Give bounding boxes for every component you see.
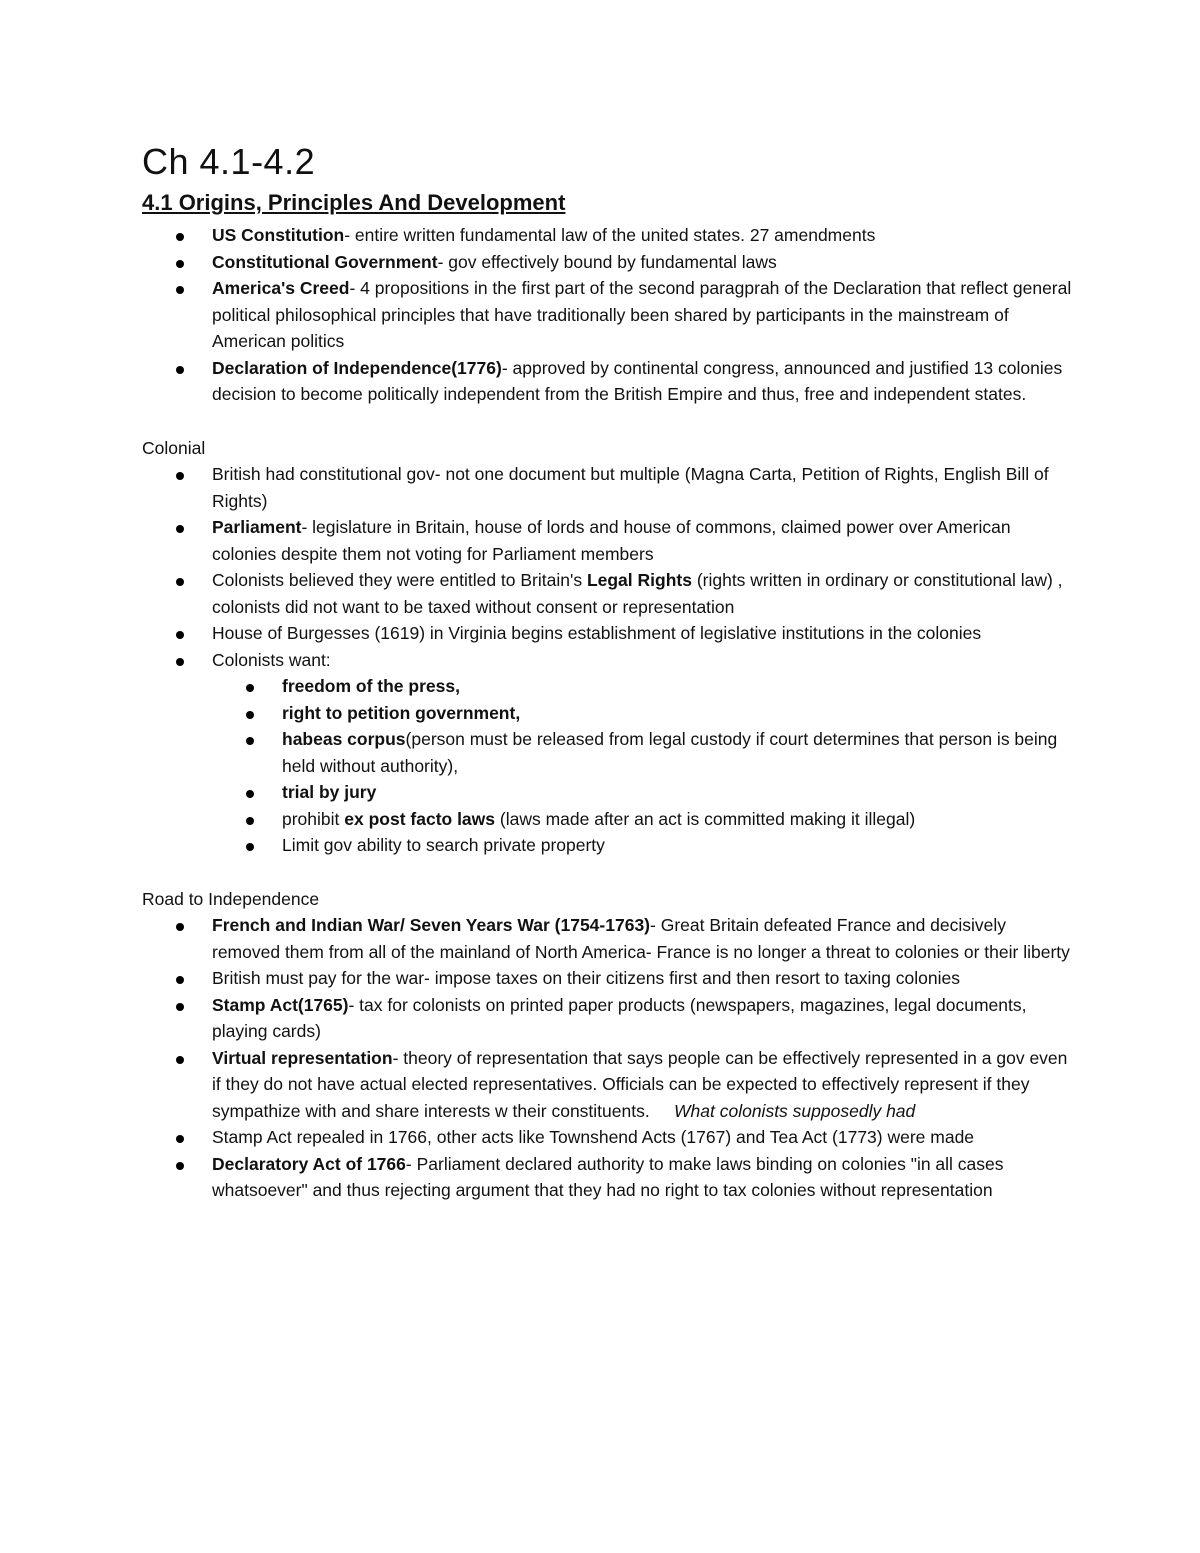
item-text: Limit gov ability to search private property: [282, 835, 605, 855]
list-item: [142, 222, 1072, 249]
item-text: (rights written in ordinary or constitutional law) , colonists did not want to be taxed without consent or representation: [212, 570, 1068, 617]
list-item: [142, 1151, 1072, 1204]
term: Virtual representation: [212, 1047, 393, 1068]
sub-list-item: [142, 673, 1072, 700]
bullet-icon: [176, 578, 184, 586]
list-item: [142, 514, 1072, 567]
term: French and Indian War/ Seven Years War (1754-1763): [212, 915, 651, 935]
sub-list-item: [142, 726, 1072, 779]
bullet-icon: [176, 1003, 184, 1011]
sub-list-item: [142, 806, 1072, 833]
item-text: - tax for colonists on printed paper products (newspapers, magazines, legal documents, playing cards): [212, 994, 1032, 1041]
item-text: British must pay for the war- impose taxes on their citizens first and then resort to taxing colonies: [212, 968, 960, 988]
section-heading-4-1: 4.1 Origins, Principles And Development: [142, 190, 566, 215]
bullet-icon: [176, 525, 184, 533]
item-text: - Parliament declared authority to make laws binding on colonies "in all cases whatsoever" and thus rejecting argument that they had no right to tax colonies without representation: [212, 1153, 1009, 1200]
list-item: [142, 249, 1072, 276]
item-text: - legislature in Britain, house of lords and house of commons, claimed power over American colonies despite them not voting for Parliament members: [212, 517, 1016, 564]
list-item: [142, 567, 1072, 620]
bullet-icon: [176, 1162, 184, 1170]
list-item: [142, 461, 1072, 514]
list-item: [142, 1124, 1072, 1151]
sub-list-item: [142, 779, 1072, 806]
list-item: [142, 275, 1077, 355]
bullet-icon: [176, 472, 184, 480]
page-title: Ch 4.1-4.2: [142, 141, 316, 182]
document-content: [142, 138, 1077, 1204]
bullet-icon: [176, 260, 184, 268]
term: Parliament: [212, 517, 302, 537]
list-item: [142, 912, 1072, 965]
bullet-icon: [246, 737, 254, 745]
bullet-icon: [246, 790, 254, 798]
term: America's Creed: [212, 278, 350, 298]
term: Declaratory Act of 1766: [212, 1153, 406, 1174]
term: trial by jury: [282, 782, 377, 802]
bullet-icon: [246, 843, 254, 851]
bullet-icon: [246, 711, 254, 719]
item-text: - 4 propositions in the first part of the second paragprah of the Declaration that reflect general political philosophical principles that have traditionally been shared by participants in the mainstream of American politics: [212, 278, 1077, 351]
item-text: - theory of representation that says people can be effectively represented in a gov even if they do not have actual elected representatives. Officials can be expected to effectively represent if they sympathize with and share interests w their constituents.: [212, 1047, 1073, 1121]
item-text: British had constitutional gov- not one document but multiple (Magna Carta, Petition of Rights, English Bill of Rights): [212, 464, 1054, 511]
sub-list-item: [142, 832, 1072, 859]
term: Constitutional Government: [212, 251, 438, 272]
bullet-icon: [176, 233, 184, 241]
item-text: (laws made after an act is committed making it illegal): [495, 808, 916, 829]
italic-note: What colonists supposedly had: [674, 1100, 916, 1121]
item-text: Colonists want:: [212, 649, 331, 670]
term: habeas corpus: [282, 729, 406, 749]
bullet-icon: [176, 1135, 184, 1143]
section-label-colonial: Colonial: [142, 437, 206, 458]
section-4-1-list: [142, 222, 1077, 408]
list-item: [142, 965, 1072, 992]
colonial-list: [142, 461, 1072, 673]
term: ex post facto laws: [344, 808, 496, 829]
bullet-icon: [176, 658, 184, 666]
item-text: - gov effectively bound by fundamental laws: [437, 251, 777, 272]
item-text: House of Burgesses (1619) in Virginia begins establishment of legislative institutions in the colonies: [212, 623, 982, 643]
list-item: [142, 620, 1072, 647]
item-pre-text: Colonists believed they were entitled to Britain's: [212, 570, 587, 590]
item-text: - Great Britain defeated France and decisively removed them from all of the mainland of North America- France is no longer a threat to colonies or their liberty: [212, 915, 1070, 962]
sub-list-item: [142, 700, 1072, 727]
item-text: (person must be released from legal custody if court determines that person is being held without authority),: [282, 729, 1063, 776]
list-item: [142, 1045, 1072, 1125]
bullet-icon: [176, 1056, 184, 1064]
term: US Constitution: [212, 225, 345, 245]
list-item: [142, 647, 1072, 674]
section-label-road-to-independence: Road to Independence: [142, 888, 320, 909]
colonists-want-list: [142, 673, 1072, 859]
item-text: - approved by continental congress, announced and justified 13 colonies decision to become politically independent from the British Empire and thus, free and independent states.: [212, 357, 1068, 404]
term: freedom of the press,: [282, 676, 460, 696]
list-item: [142, 992, 1072, 1045]
item-text: Stamp Act repealed in 1766, other acts like Townshend Acts (1767) and Tea Act (1773) were made: [212, 1127, 975, 1147]
item-pre-text: prohibit: [282, 808, 345, 829]
term: Legal Rights: [586, 570, 692, 590]
term: Declaration of Independence(1776): [212, 357, 502, 378]
bullet-icon: [246, 817, 254, 825]
term: Stamp Act(1765): [212, 994, 349, 1015]
term: right to petition government,: [282, 702, 521, 723]
bullet-icon: [176, 366, 184, 374]
list-item: [142, 355, 1072, 408]
bullet-icon: [176, 923, 184, 931]
road-list: [142, 912, 1072, 1204]
item-text: - entire written fundamental law of the united states. 27 amendments: [344, 225, 876, 245]
bullet-icon: [176, 631, 184, 639]
bullet-icon: [246, 684, 254, 692]
bullet-icon: [176, 976, 184, 984]
bullet-icon: [176, 286, 184, 294]
